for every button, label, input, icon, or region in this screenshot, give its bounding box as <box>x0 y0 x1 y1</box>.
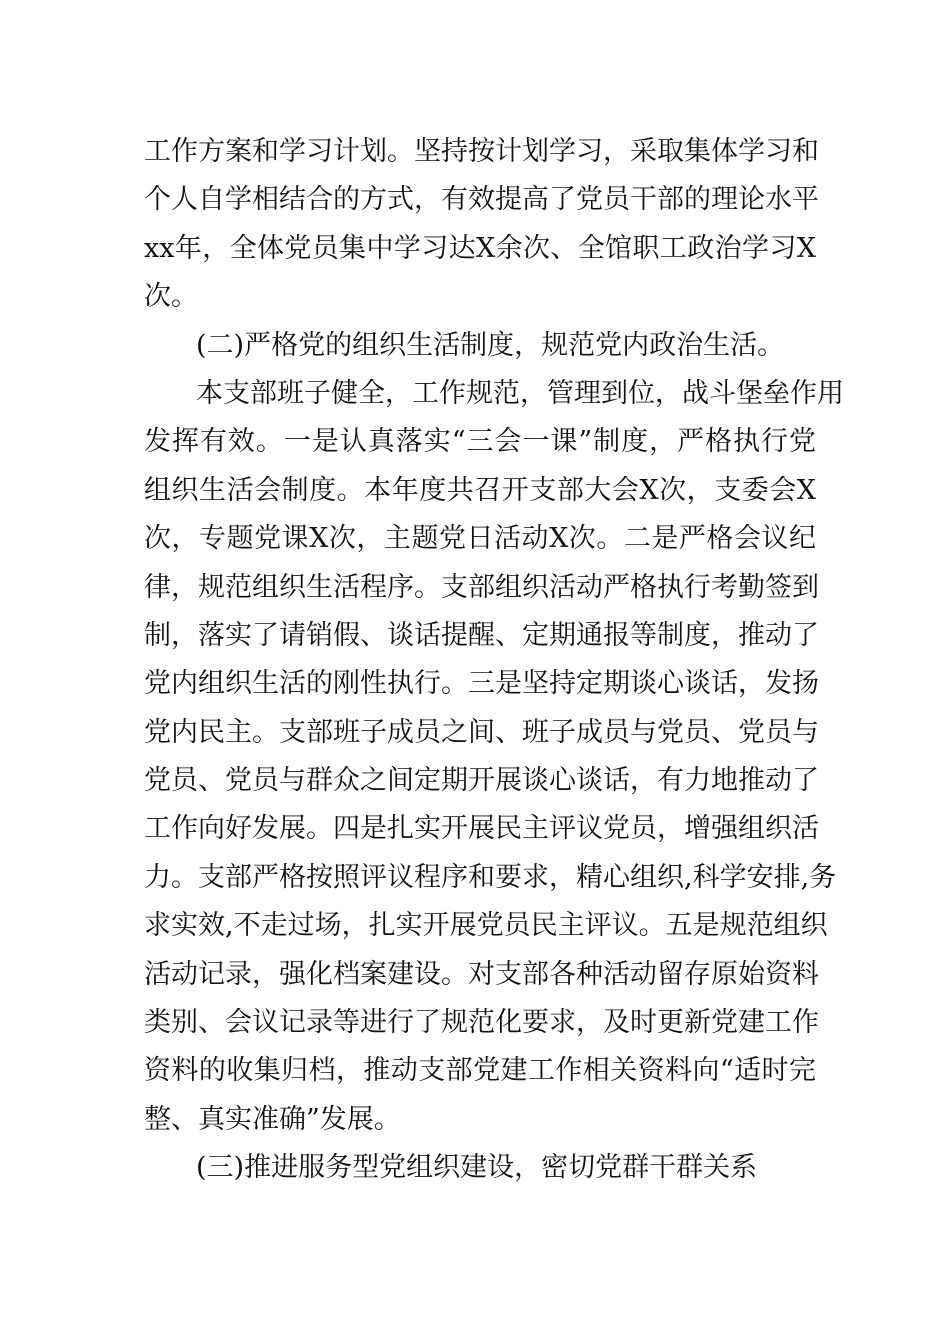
section-heading-3: (三)推进服务型党组织建设，密切党群干群关系 <box>196 1152 758 1184</box>
text-line: 工作向好发展。四是扎实开展民主评议党员，增强组织活 <box>144 813 819 845</box>
text-line: 整、真实准确”发展。 <box>144 1103 401 1135</box>
text-line: 次。 <box>144 281 198 313</box>
text-line: 类别、会议记录等进行了规范化要求，及时更新党建工作 <box>144 1007 819 1039</box>
text-line: 党内民主。支部班子成员之间、班子成员与党员、党员与 <box>144 716 819 748</box>
text-line: 制，落实了请销假、谈话提醒、定期通报等制度，推动了 <box>144 619 819 651</box>
text-line: 资料的收集归档，推动支部党建工作相关资料向“适时完 <box>144 1055 816 1087</box>
text-line: 党员、党员与群众之间定期开展谈心谈话，有力地推动了 <box>144 765 819 797</box>
text-line: 党内组织生活的刚性执行。三是坚持定期谈心谈话，发扬 <box>144 668 819 700</box>
text-line: 活动记录，强化档案建设。对支部各种活动留存原始资料 <box>144 958 819 990</box>
text-line: 发挥有效。一是认真落实“三会一课”制度，严格执行党 <box>144 426 816 458</box>
text-line: 本支部班子健全，工作规范，管理到位，战斗堡垒作用 <box>196 377 844 409</box>
text-line: 组织生活会制度。本年度共召开支部大会X次，支委会X <box>144 474 816 506</box>
text-line: xx年，全体党员集中学习达X余次、全馆职工政治学习X <box>144 232 816 264</box>
text-line: 次，专题党课X次，主题党日活动X次。二是严格会议纪 <box>144 523 816 555</box>
document-body <box>144 128 844 1193</box>
section-heading-2: (二)严格党的组织生活制度，规范党内政治生活。 <box>196 329 785 361</box>
text-line: 力。支部严格按照评议程序和要求，精心组织,科学安排,务 <box>144 861 837 893</box>
text-line: 个人自学相结合的方式，有效提高了党员干部的理论水平 <box>144 184 819 216</box>
text-line: 工作方案和学习计划。坚持按计划学习，采取集体学习和 <box>144 136 819 167</box>
text-line: 求实效,不走过场，扎实开展党员民主评议。五是规范组织 <box>144 910 828 942</box>
text-line: 律，规范组织生活程序。支部组织活动严格执行考勤签到 <box>144 571 819 603</box>
